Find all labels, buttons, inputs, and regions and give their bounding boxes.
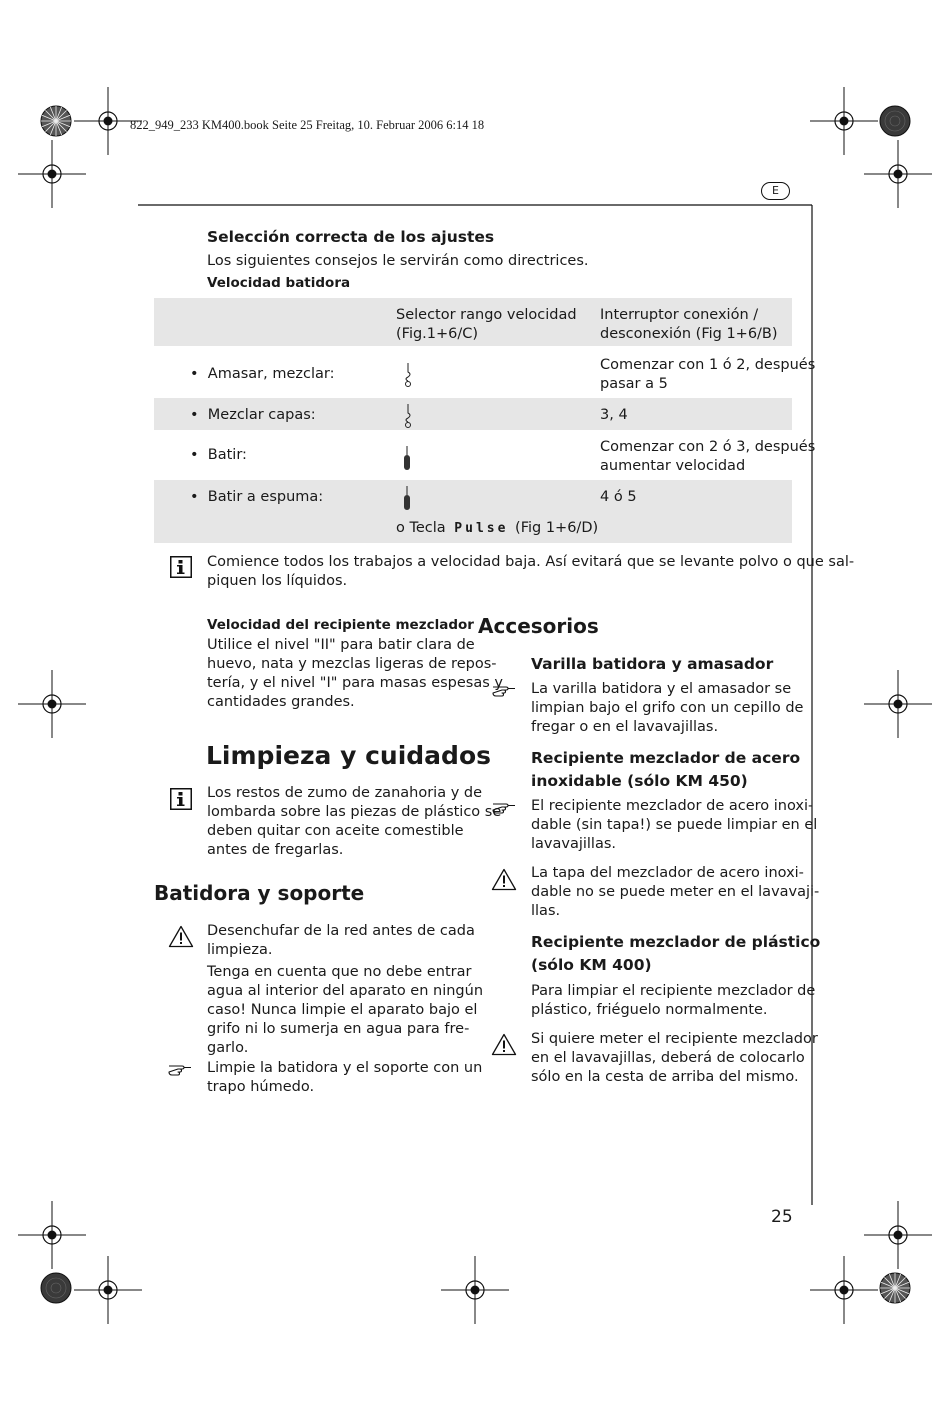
- info-text: Comience todos los trabajos a velocidad baja. Así evitará que se levante polvo o que sal- piquen los líquidos.: [207, 554, 855, 589]
- plastic-bowl-title: Recipiente mezclador de plástico (sólo KM 400): [531, 933, 821, 974]
- plastic-bowl-text: Para limpiar el recipiente mezclador de plástico, friéguelo normalmente.: [531, 983, 816, 1018]
- table-row-label: • Amasar, mezclar:: [190, 366, 335, 382]
- mixer-tip-text: Limpie la batidora y el soporte con un trapo húmedo.: [207, 1060, 483, 1095]
- table-row-value: Comenzar con 1 ó 2, después pasar a 5: [600, 357, 816, 392]
- cleaning-title: Limpieza y cuidados: [206, 741, 491, 770]
- dough-hook-icon: [402, 403, 414, 429]
- table-row-value: Comenzar con 2 ó 3, después aumentar velocidad: [600, 439, 816, 474]
- table-row-value: 4 ó 5: [600, 489, 637, 505]
- accessories-title: Accesorios: [478, 614, 599, 638]
- pointing-hand-icon: [168, 1062, 192, 1076]
- settings-subtitle: Velocidad batidora: [207, 275, 351, 291]
- steel-bowl-warning-text: La tapa del mezclador de acero inoxi- dable no se puede meter en el lavavaji- llas.: [531, 865, 820, 919]
- pointing-hand-icon: [492, 800, 516, 814]
- whisk-section-title: Varilla batidora y amasador: [531, 655, 774, 673]
- col-switch-header: Interruptor conexión / desconexión (Fig 1+6/B): [600, 307, 778, 342]
- cleaning-info-text: Los restos de zumo de zanahoria y de lombarda sobre las piezas de plástico se deben quitar con aceite comestible antes de fregarlas.: [207, 785, 502, 858]
- warning-icon: [491, 868, 517, 891]
- mixer-warning-text: Desenchufar de la red antes de cada limpieza.: [207, 923, 475, 958]
- mixer-stand-title: Batidora y soporte: [154, 881, 365, 905]
- table-row-label: • Batir a espuma:: [190, 489, 324, 505]
- whisk-icon: [401, 446, 413, 472]
- language-badge-label: E: [772, 184, 779, 197]
- pulse-key-label: Pulse: [454, 521, 509, 536]
- whisk-icon: [401, 486, 413, 512]
- warning-icon: [168, 925, 194, 948]
- steel-bowl-tip-text: El recipiente mezclador de acero inoxi- dable (sin tapa!) se puede limpiar en el lavavajillas.: [531, 798, 818, 852]
- plastic-bowl-warning-text: Si quiere meter el recipiente mezclador en el lavavajillas, deberá de colocarlo sólo en la cesta de arriba del mismo.: [531, 1031, 818, 1085]
- pulse-note: o Tecla Pulse (Fig 1+6/D): [396, 520, 599, 536]
- whisk-section-text: La varilla batidora y el amasador se limpian bajo el grifo con un cepillo de fregar o en el lavavajillas.: [531, 681, 804, 735]
- dough-hook-icon: [402, 362, 414, 388]
- info-icon: [170, 556, 192, 578]
- warning-icon: [491, 1033, 517, 1056]
- page-number: 25: [771, 1207, 793, 1227]
- table-row-label: • Mezclar capas:: [190, 407, 316, 423]
- steel-bowl-title: Recipiente mezclador de acero inoxidable (sólo KM 450): [531, 749, 801, 790]
- mixer-note-text: Tenga en cuenta que no debe entrar agua al interior del aparato en ningún caso! Nunca limpie el aparato bajo el grifo ni lo sumerja en agua para fre- garlo.: [207, 964, 484, 1056]
- bowl-speed-text: Utilice el nivel "II" para batir clara de huevo, nata y mezclas ligeras de repos- tería, y el nivel "I" para masas espesas y cantidades grandes.: [207, 637, 503, 710]
- language-badge: [761, 182, 790, 200]
- table-row-value: 3, 4: [600, 407, 628, 423]
- settings-title: Selección correcta de los ajustes: [207, 228, 495, 246]
- book-header: 822_949_233 KM400.book Seite 25 Freitag, 10. Februar 2006 6:14 18: [130, 118, 485, 132]
- pointing-hand-icon: [492, 683, 516, 697]
- bowl-speed-title: Velocidad del recipiente mezclador: [207, 617, 474, 633]
- settings-intro: Los siguientes consejos le servirán como directrices.: [207, 253, 589, 269]
- info-icon: [170, 788, 192, 810]
- col-speed-selector-header: Selector rango velocidad (Fig.1+6/C): [396, 307, 577, 342]
- table-row-label: • Batir:: [190, 447, 247, 463]
